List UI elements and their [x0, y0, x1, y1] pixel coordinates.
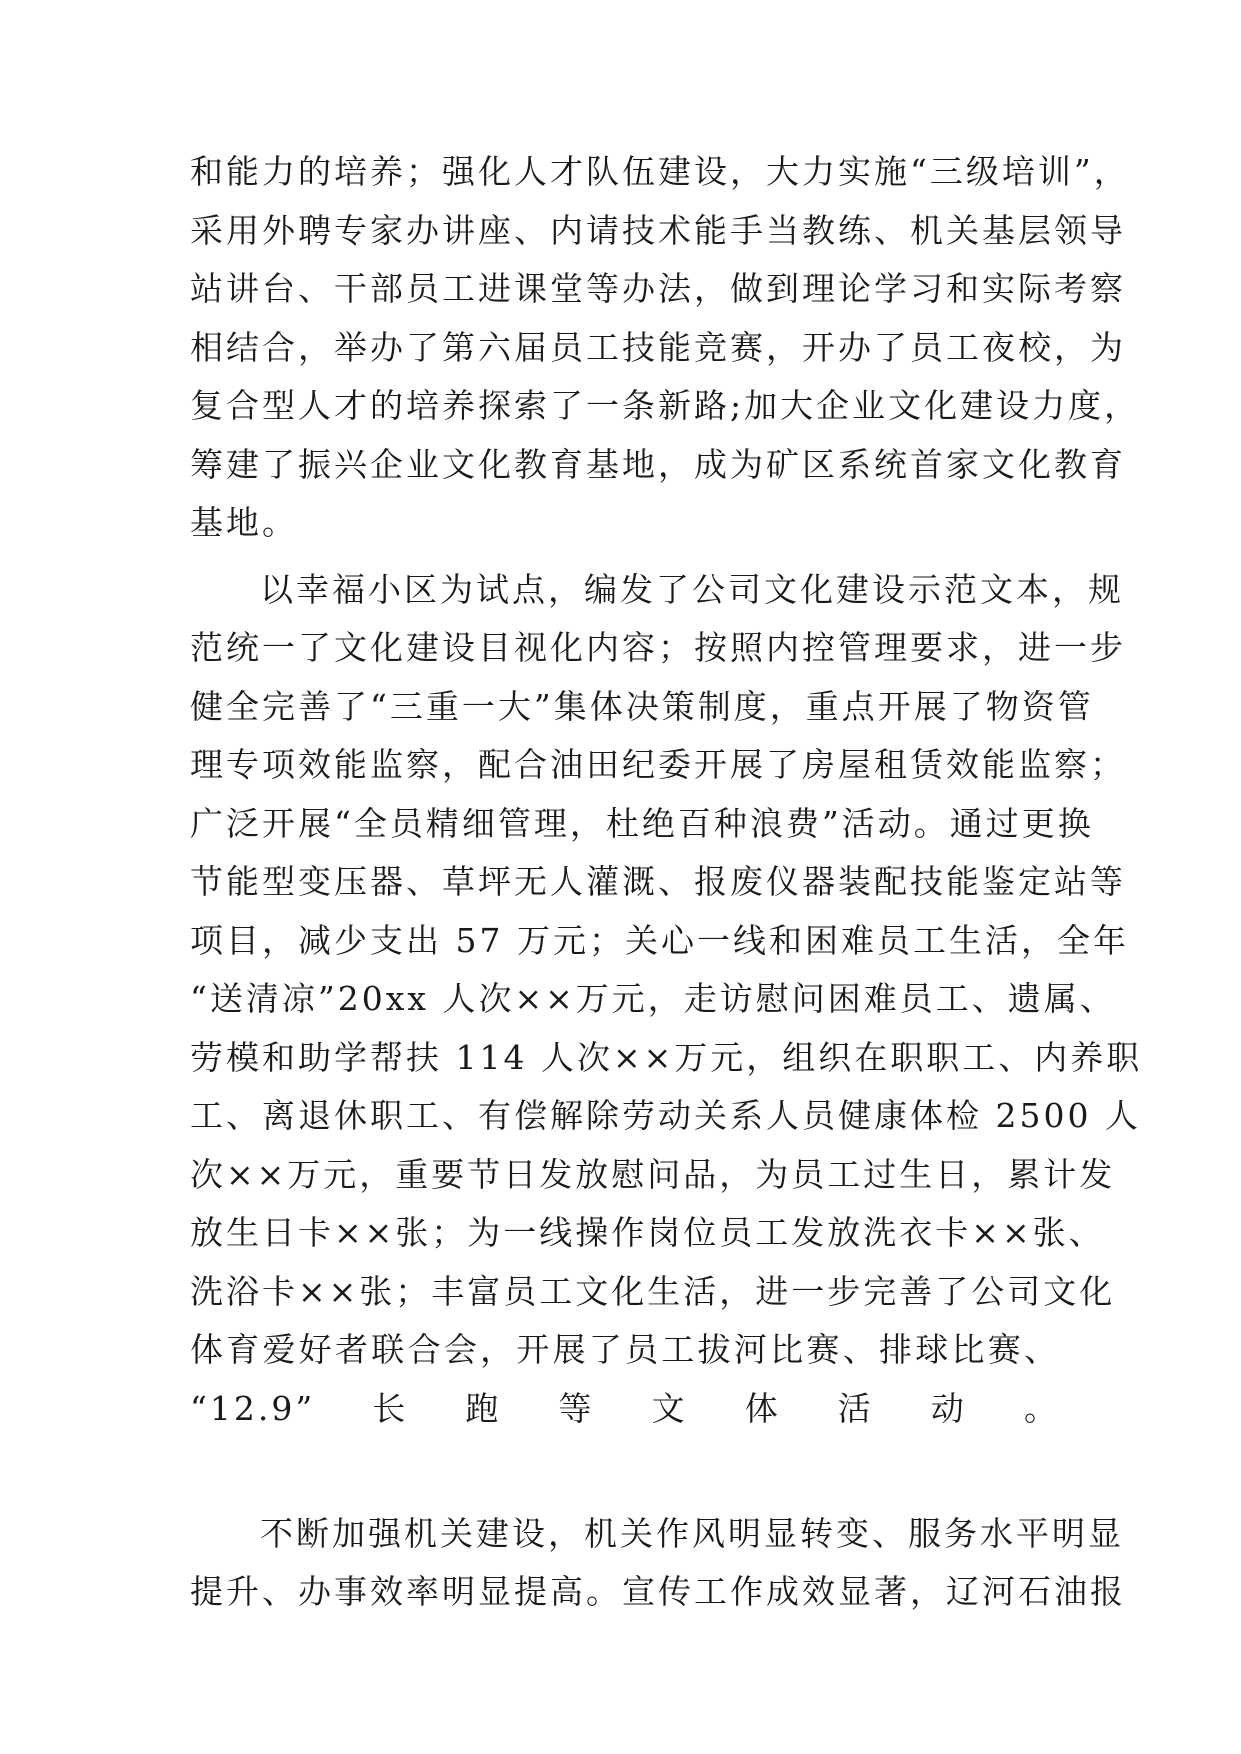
document-body	[190, 143, 1143, 1622]
text-line: 范统一了文化建设目视化内容；按照内控管理要求，进一步	[190, 628, 1126, 667]
text-line: 采用外聘专家办讲座、内请技术能手当教练、机关基层领导	[190, 210, 1126, 250]
text-line: 复合型人才的培养探索了一条新路;加大企业文化建设力度，	[190, 386, 1141, 425]
text-line: 广泛开展“全员精细管理，杜绝百种浪费”活动。通过更换	[190, 803, 1094, 843]
text-line: 劳模和助学帮扶 114 人次××万元，组织在职职工、内养职	[190, 1037, 1143, 1077]
text-line: 和能力的培养；强化人才队伍建设，大力实施“三级培训”，	[190, 152, 1130, 191]
text-line: 相结合，举办了第六届员工技能竞赛，开办了员工夜校，为	[190, 327, 1126, 367]
text-line: 项目，减少支出 57 万元；关心一线和困难员工生活，全年	[190, 920, 1129, 960]
paragraph-culture-welfare	[190, 561, 1143, 1497]
paragraph-talent-training	[190, 143, 1141, 553]
text-line: 工、离退休职工、有偿解除劳动关系人员健康体检 2500 人	[190, 1096, 1141, 1135]
text-line: 不断加强机关建设，机关作风明显转变、服务水平明显	[260, 1513, 1124, 1553]
text-line: 以幸福小区为试点，编发了公司文化建设示范文本，规	[260, 569, 1124, 609]
text-line: 筹建了振兴企业文化教育基地，成为矿区系统首家文化教育	[190, 444, 1126, 484]
text-line: “12.9”长跑等文体活动。	[190, 1388, 1060, 1428]
text-line: 节能型变压器、草坪无人灌溉、报废仪器装配技能鉴定站等	[190, 862, 1126, 901]
text-line: 洗浴卡××张；丰富员工文化生活，进一步完善了公司文化	[190, 1271, 1116, 1311]
text-line: 提升、办事效率明显提高。宣传工作成效显著，辽河石油报	[190, 1572, 1126, 1611]
text-line	[190, 1438, 1060, 1497]
text-line: 体育爱好者联合会，开展了员工拔河比赛、排球比赛、	[190, 1330, 1060, 1369]
text-line: “送清凉”20xx 人次××万元，走访慰问困难员工、遗属、	[190, 979, 1116, 1018]
paragraph-spacer	[190, 1497, 1060, 1505]
text-line: 理专项效能监察，配合油田纪委开展了房屋租赁效能监察；	[190, 745, 1126, 784]
text-line: 基地。	[190, 503, 298, 542]
text-line: 放生日卡××张；为一线操作岗位员工发放洗衣卡××张、	[190, 1213, 1105, 1252]
text-line: 站讲台、干部员工进课堂等办法，做到理论学习和实际考察	[190, 269, 1126, 308]
paragraph-office-building	[190, 1505, 1126, 1622]
paragraph-spacer	[190, 553, 1060, 561]
text-line: 健全完善了“三重一大”集体决策制度，重点开展了物资管	[190, 686, 1094, 726]
text-line: 次××万元，重要节日发放慰问品，为员工过生日，累计发	[190, 1154, 1116, 1194]
